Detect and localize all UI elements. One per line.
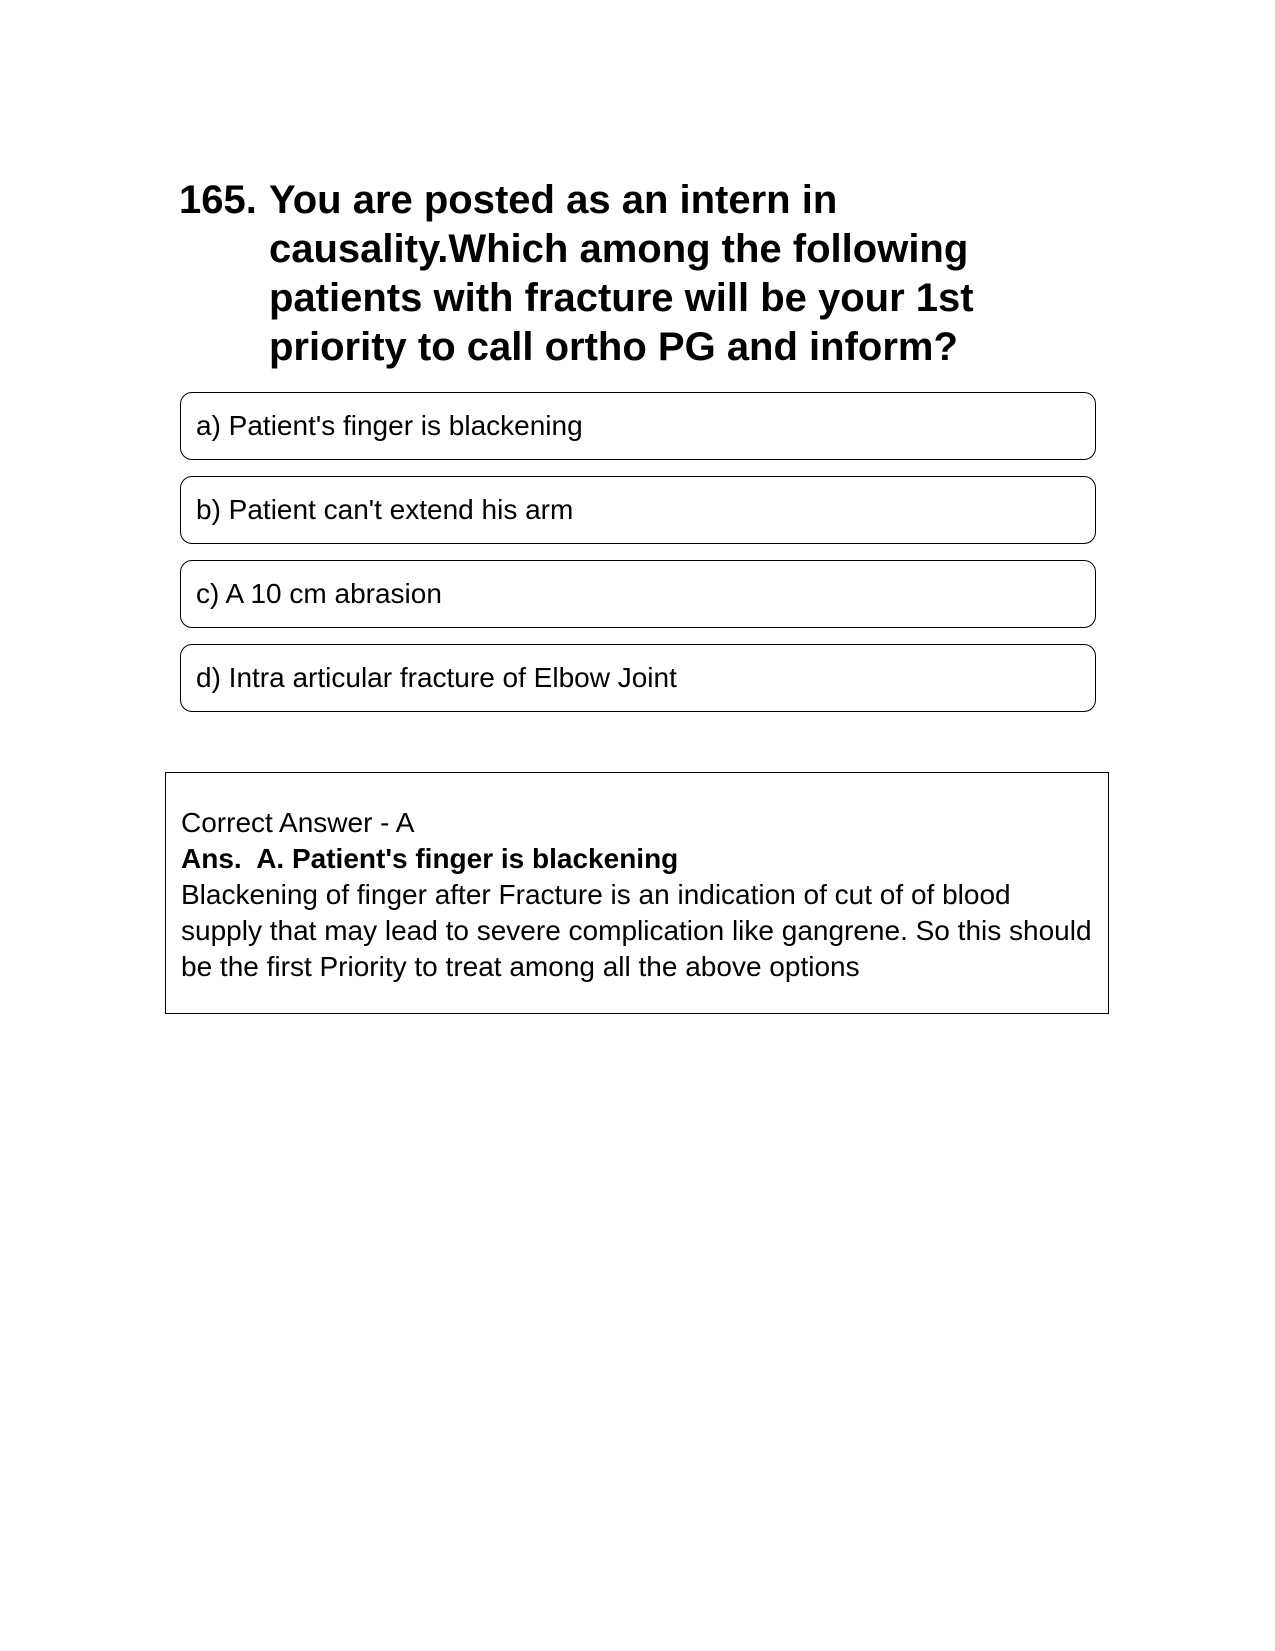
answer-explanation: Blackening of finger after Fracture is an indication of cut of of blood supply that may lead to severe complication like gangrene. So this should be the first Priority to treat among all the above options <box>181 879 1100 982</box>
option-c[interactable]: c) A 10 cm abrasion <box>180 560 1096 628</box>
option-d[interactable]: d) Intra articular fracture of Elbow Joint <box>180 644 1096 712</box>
answer-heading: Ans. A. Patient's finger is blackening <box>181 843 679 874</box>
option-a[interactable]: a) Patient's finger is blackening <box>180 392 1096 460</box>
correct-answer-line: Correct Answer - A <box>181 807 415 838</box>
question-text: You are posted as an intern in causality.Which among the following patients with fracture will be your 1st priority to call ortho PG and inform? <box>269 178 974 369</box>
question-number: 165. <box>179 178 257 222</box>
question-heading <box>179 176 1079 372</box>
options-list <box>180 392 1096 728</box>
answer-box <box>165 772 1109 1014</box>
option-b[interactable]: b) Patient can't extend his arm <box>180 476 1096 544</box>
